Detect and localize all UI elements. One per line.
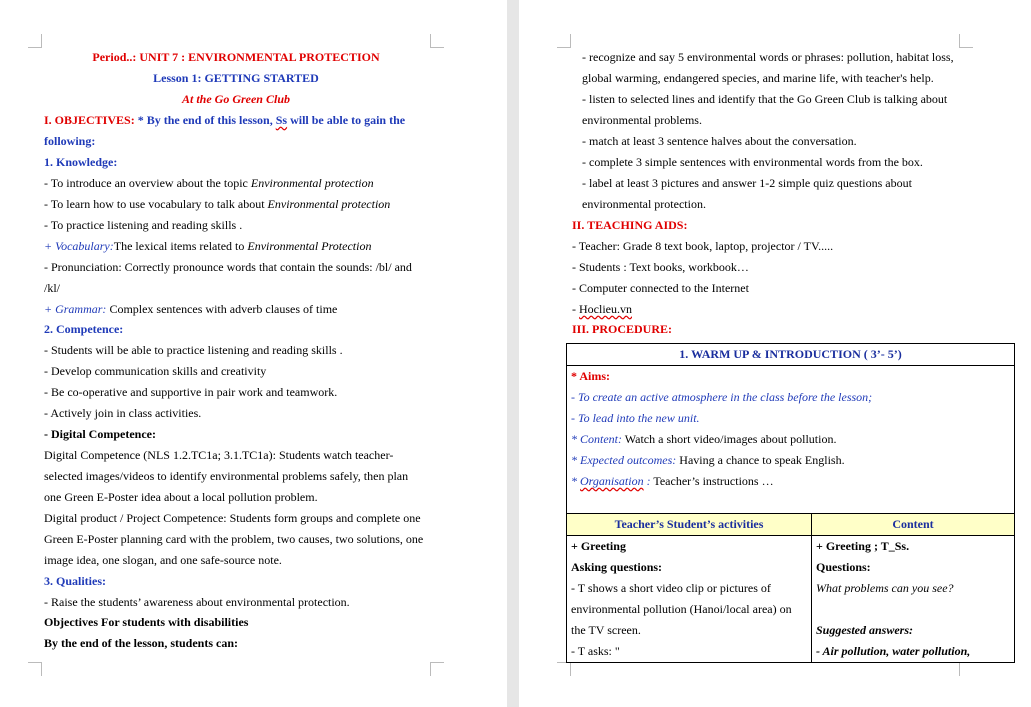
digital-competence-text: one Green E-Poster idea about a local pollution problem. (44, 490, 318, 504)
page-corner-mark (557, 662, 571, 676)
objectives-intro-cont: following: (44, 134, 96, 148)
page-corner-mark (959, 662, 973, 676)
page-corner-mark (28, 34, 42, 48)
outcome-item: - match at least 3 sentence halves about the conversation. (582, 134, 857, 148)
pronunciation-item-cont: /kl/ (44, 281, 61, 295)
competence-heading: 2. Competence: (44, 322, 124, 336)
qualities-item: - Raise the students’ awareness about environmental protection. (44, 595, 350, 609)
content-line-item: + Greeting ; T_Ss. (816, 539, 910, 553)
aims-label: * Aims: (571, 369, 610, 383)
teaching-aid-item: - Teacher: Grade 8 text book, laptop, projector / TV..... (572, 239, 834, 253)
aim-item: - To create an active atmosphere in the class before the lesson; (571, 390, 873, 404)
pronunciation-item: - Pronunciation: Correctly pronounce words that contain the sounds: /bl/ and (44, 260, 412, 274)
warmup-aims-cell (567, 366, 1015, 514)
outcome-item: - listen to selected lines and identify that the Go Green Club is talking about (582, 92, 948, 106)
knowledge-item: - To learn how to use vocabulary to talk about Environmental protection (44, 197, 391, 211)
outcomes-label: * Expected outcomes: (571, 453, 677, 467)
activities-cell (567, 536, 812, 663)
objectives-intro: * By the end of this lesson, (134, 113, 276, 127)
outcome-item: - complete 3 simple sentences with environmental words from the box. (582, 155, 923, 169)
activity-line: environmental pollution (Hanoi/local area) on (571, 602, 792, 616)
outcome-item-cont: global warming, endangered species, and marine life, with teacher's help. (582, 71, 934, 85)
procedure-table (566, 343, 1015, 663)
activities-header-label: Teacher’s Student’s activities (614, 517, 764, 531)
hoclieu-link[interactable]: Hoclieu.vn (579, 302, 632, 316)
objectives-label: I. OBJECTIVES: (44, 113, 135, 127)
knowledge-item: - To introduce an overview about the topic Environmental protection (44, 176, 374, 190)
activities-column-header (567, 514, 812, 536)
competence-item: - Be co-operative and supportive in pair work and teamwork. (44, 385, 338, 399)
content-line-item: What problems can you see? (816, 581, 954, 595)
lesson-title: Lesson 1: GETTING STARTED (153, 71, 319, 85)
objectives-intro: will be able to gain the (287, 113, 406, 127)
content-line-item: Suggested answers: (816, 623, 914, 637)
vocabulary-label: + Vocabulary: (44, 239, 114, 253)
vocabulary-item: + Vocabulary:The lexical items related to Environmental Protection (44, 239, 372, 253)
objectives-heading (44, 113, 405, 127)
activity-line: - T shows a short video clip or pictures of (571, 581, 771, 595)
content-column-header (812, 514, 1015, 536)
activity-line: Asking questions: (571, 560, 663, 574)
warmup-section-title: 1. WARM UP & INTRODUCTION ( 3’- 5’) (679, 347, 902, 361)
unit-title: Period..: UNIT 7 : ENVIRONMENTAL PROTECTION (92, 50, 380, 64)
aim-item: - To lead into the new unit. (571, 411, 700, 425)
teaching-aid-item: - Hoclieu.vn (572, 302, 632, 316)
outcome-item: - recognize and say 5 environmental words or phrases: pollution, habitat loss, (582, 50, 954, 64)
grammar-item: + Grammar: Complex sentences with adverb clauses of time (44, 302, 338, 316)
activity-line: - T asks: " (571, 644, 620, 658)
digital-product-text: image idea, one slogan, and one safe-source note. (44, 553, 282, 567)
competence-item: - Actively join in class activities. (44, 406, 202, 420)
digital-competence-text: Digital Competence (NLS 1.2.TC1a; 3.1.TC1a): Students watch teacher- (44, 448, 394, 462)
page-corner-mark (959, 34, 973, 48)
activity-line: + Greeting (571, 539, 626, 553)
outcome-item: - label at least 3 pictures and answer 1-2 simple quiz questions about (582, 176, 912, 190)
outcome-item-cont: environmental protection. (582, 197, 706, 211)
content-header-label: Content (892, 517, 934, 531)
activity-line: the TV screen. (571, 623, 641, 637)
procedure-heading: III. PROCEDURE: (572, 322, 673, 336)
outcomes-line: * Expected outcomes: Having a chance to speak English. (571, 453, 845, 467)
content-cell (812, 536, 1015, 663)
teaching-aid-item: - Computer connected to the Internet (572, 281, 749, 295)
knowledge-item: - To practice listening and reading skills . (44, 218, 243, 232)
spell-flagged-word: Ss (275, 113, 288, 127)
page-corner-mark (557, 34, 571, 48)
outcome-item-cont: environmental problems. (582, 113, 702, 127)
organisation-line: * Organisation : Teacher’s instructions … (571, 474, 774, 488)
document-page-right (519, 0, 1031, 707)
page-corner-mark (28, 662, 42, 676)
teaching-aids-heading: II. TEACHING AIDS: (572, 218, 688, 232)
competence-item: - Develop communication skills and creativity (44, 364, 267, 378)
content-line-item: Questions: (816, 560, 871, 574)
digital-product-text: Green E-Poster planning card with the problem, two causes, two solutions, one (44, 532, 424, 546)
lesson-end-heading: By the end of the lesson, students can: (44, 636, 239, 650)
page-corner-mark (430, 662, 444, 676)
content-line-item (816, 599, 1010, 620)
teaching-aid-item: - Students : Text books, workbook… (572, 260, 749, 274)
digital-competence-heading: - Digital Competence: (44, 427, 156, 441)
digital-product-text: Digital product / Project Competence: Students form groups and complete one (44, 511, 421, 525)
page-corner-mark (430, 34, 444, 48)
disabilities-heading: Objectives For students with disabilities (44, 615, 249, 629)
document-page-left (0, 0, 507, 707)
content-line-item: - Air pollution, water pollution, (816, 644, 971, 658)
qualities-heading: 3. Qualities: (44, 574, 106, 588)
lesson-setting: At the Go Green Club (181, 92, 290, 106)
knowledge-heading: 1. Knowledge: (44, 155, 118, 169)
organisation-label: Organisation (580, 474, 644, 488)
content-label: * Content: (571, 432, 622, 446)
grammar-label: + Grammar: (44, 302, 107, 316)
competence-item: - Students will be able to practice listening and reading skills . (44, 343, 343, 357)
warmup-section-title-cell (567, 344, 1015, 366)
digital-competence-text: selected images/videos to identify environmental problems safely, then plan (44, 469, 409, 483)
content-line: * Content: Watch a short video/images about pollution. (571, 432, 837, 446)
